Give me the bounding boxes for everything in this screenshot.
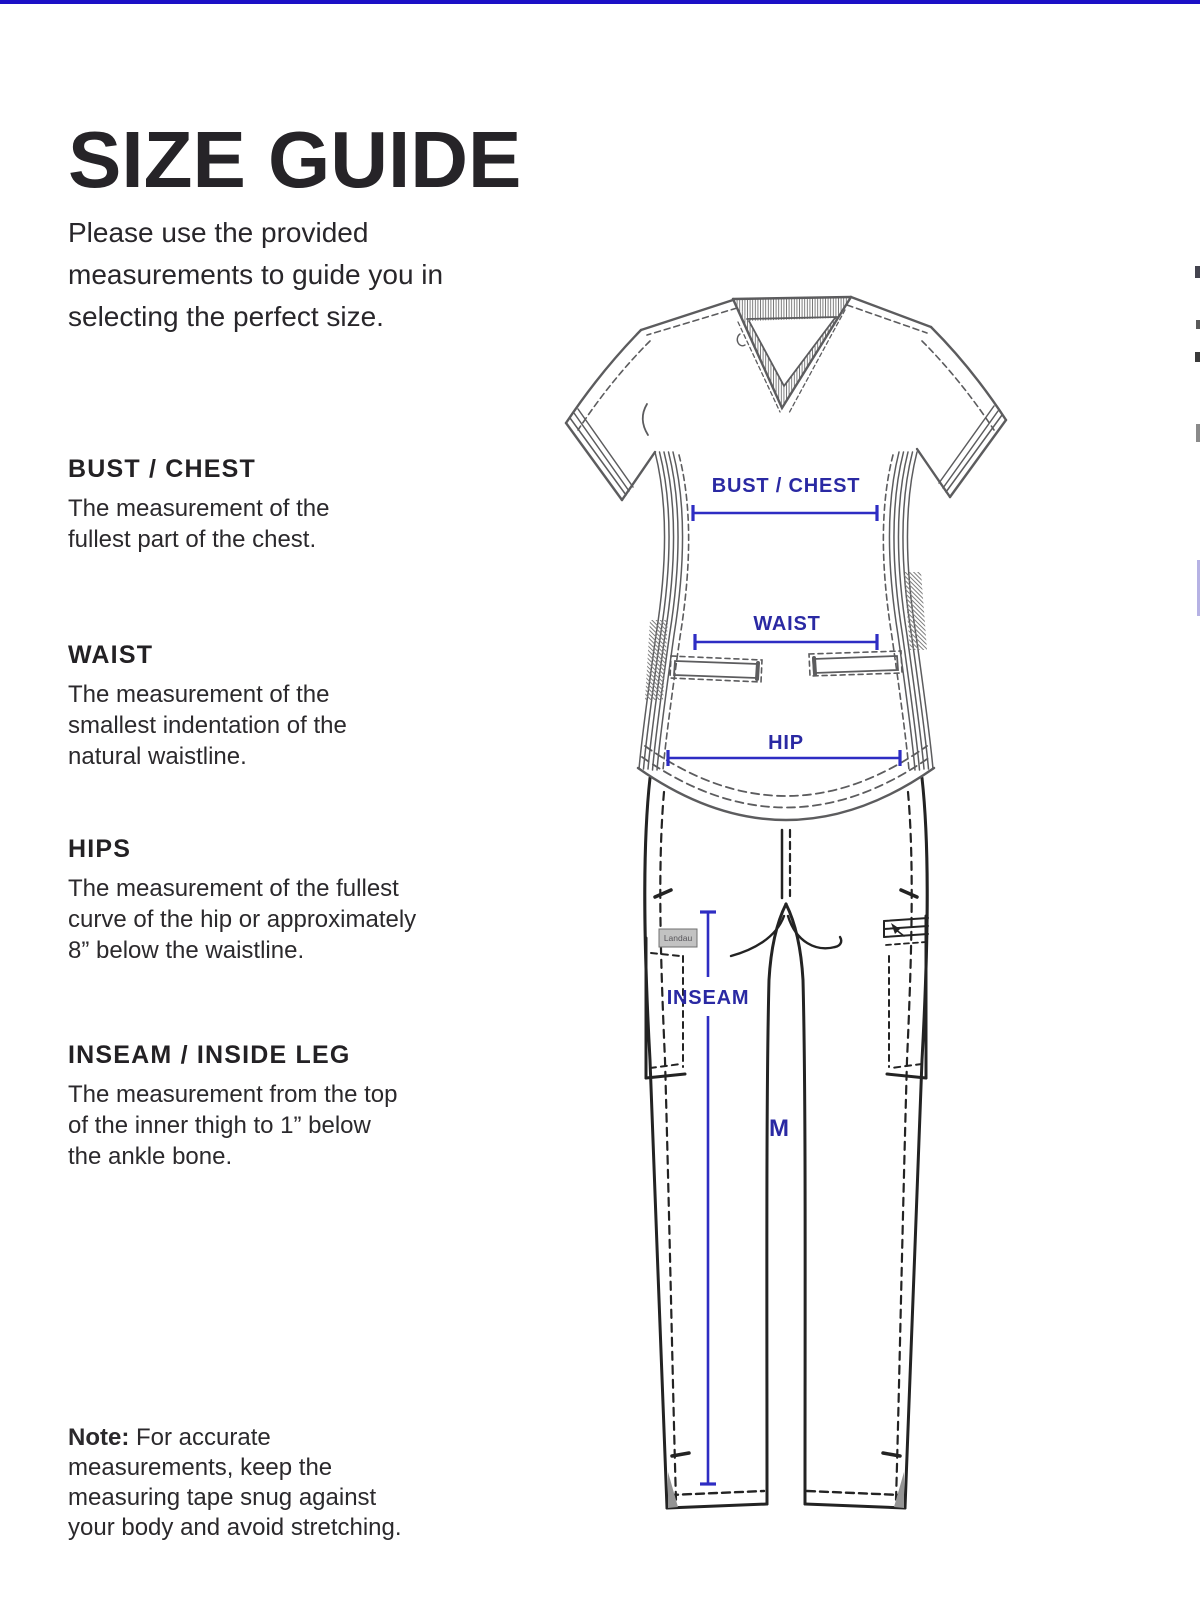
section-body: The measurement of the fullest part of the chest.: [68, 495, 330, 553]
section-heading: WAIST: [68, 641, 154, 669]
top-accent-bar: [0, 0, 1200, 4]
section-body: The measurement of the smallest indentation of the natural waistline.: [68, 681, 347, 770]
section-body: The measurement of the fullest curve of the hip or approximately 8” below the waistline.: [68, 875, 417, 964]
section-heading: BUST / CHEST: [68, 455, 257, 483]
brand-tag-label: Landau: [663, 933, 693, 943]
hip-label: HIP: [768, 732, 804, 754]
scrub-pants-drawing: [645, 778, 928, 1508]
note-label: Note:: [68, 1424, 130, 1451]
intro-text: Please use the provided measurements to guide you in selecting the perfect size.: [68, 217, 444, 332]
inseam-label: INSEAM: [666, 987, 750, 1009]
section-heading: INSEAM / INSIDE LEG: [68, 1041, 351, 1069]
size-letter-label: M: [769, 1115, 789, 1142]
waist-label: WAIST: [753, 613, 821, 635]
section-bust-chest: [68, 455, 388, 555]
section-hips: [68, 835, 430, 966]
edge-artifact: [1195, 352, 1200, 362]
bust-chest-label: BUST / CHEST: [711, 475, 861, 497]
note-body: For accurate measurements, keep the measuring tape snug against your body and avoid stretching.: [68, 1424, 402, 1541]
section-inseam: [68, 1041, 403, 1172]
page-title: SIZE GUIDE: [68, 114, 522, 204]
section-heading: HIPS: [68, 835, 132, 863]
edge-artifact: [1196, 424, 1200, 442]
note-text: [68, 1423, 418, 1543]
section-waist: [68, 641, 398, 772]
edge-artifact: [1195, 266, 1200, 278]
section-body: The measurement from the top of the inner thigh to 1” below the ankle bone.: [68, 1081, 398, 1170]
edge-artifact: [1196, 320, 1200, 329]
size-diagram: [540, 280, 1040, 1530]
